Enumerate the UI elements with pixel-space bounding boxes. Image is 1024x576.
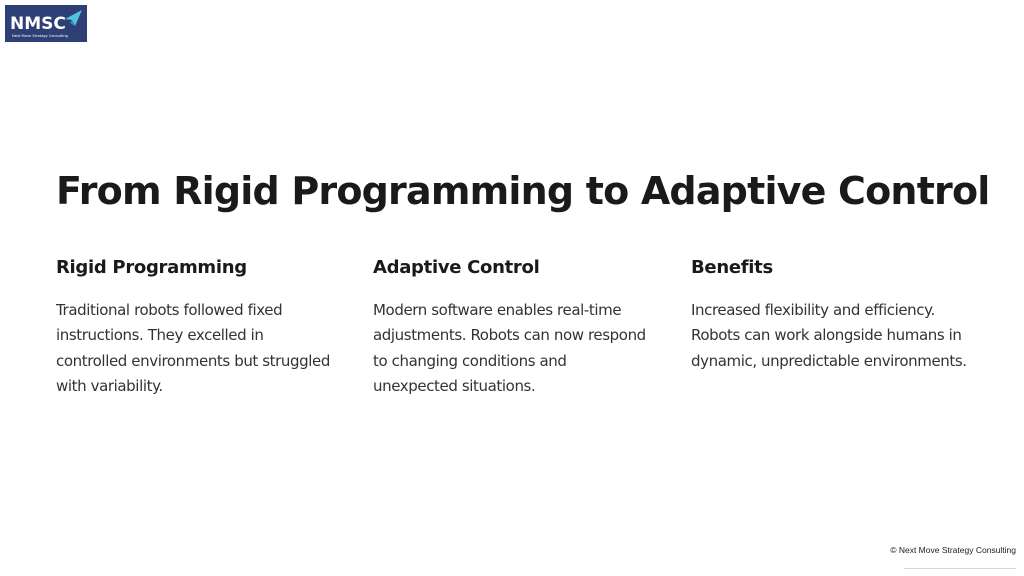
column-body: Increased flexibility and efficiency. Robots can work alongside humans in dynamic, unpredictable environments. [691,301,967,370]
column-heading: Rigid Programming [56,257,247,278]
column-heading: Benefits [691,257,773,278]
company-logo [5,5,87,42]
nmsc-logo-mark [5,5,87,42]
column-heading: Adaptive Control [373,257,540,278]
footer-divider [904,568,1016,569]
column-body: Modern software enables real-time adjustments. Robots can now respond to changing conditions and unexpected situations. [373,301,646,395]
copyright-footer: © Next Move Strategy Consulting [890,545,1016,555]
column-rigid-programming [56,254,336,399]
arrow-icon [65,10,82,26]
logo-text: NMSC [10,14,66,34]
logo-tagline: Next Move Strategy Consulting [12,34,68,38]
column-adaptive-control [373,254,653,399]
column-benefits [691,254,971,374]
page-title: From Rigid Programming to Adaptive Control [56,169,990,213]
column-body: Traditional robots followed fixed instructions. They excelled in controlled environments but struggled with variability. [56,301,331,395]
